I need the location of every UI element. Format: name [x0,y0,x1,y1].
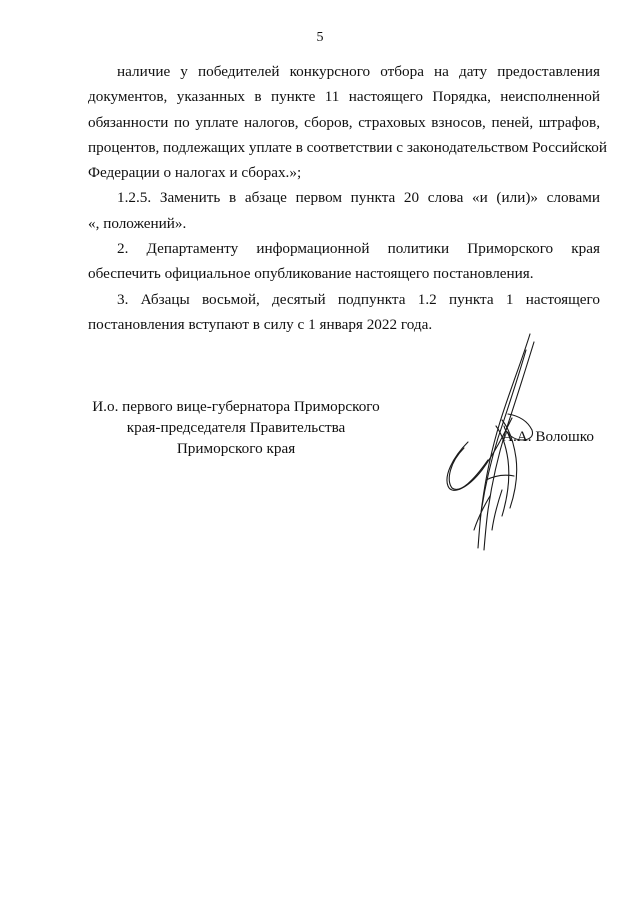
signer-name: А.А. Волошко [502,428,594,445]
paragraph-1-2-5 [88,185,600,236]
signer-position [80,396,392,459]
paragraph-item-2 [88,236,600,287]
text-line: процентов, подлежащих уплате в соответствии с законодательством Российской [88,138,608,156]
signer-position-line: И.о. первого вице-губернатора Приморского [92,398,380,415]
document-body [88,59,608,337]
text-line: Федерации о налогах и сборах.»; [88,164,302,182]
text-line: 1.2.5. Заменить в абзаце первом пункта 20 слова «и (или)» словами [117,189,600,207]
signer-position-line: края-председателя Правительства [126,419,346,436]
text-line: наличие у победителей конкурсного отбора на дату предоставления [117,63,600,80]
signer-position-line: Приморского края [176,440,296,457]
paragraph-continuation [88,59,608,185]
text-line: обязанности по уплате налогов, сборов, страховых взносов, пеней, штрафов, [88,113,600,131]
page-number: 5 [316,30,324,45]
text-line: 2. Департаменту информационной политики Приморского края [117,240,600,258]
text-line: 3. Абзацы восьмой, десятый подпункта 1.2 пункта 1 настоящего [117,290,600,308]
text-line: «, положений». [88,214,187,232]
text-line: документов, указанных в пункте 11 настоящего Порядка, неисполненной [88,88,600,106]
text-line: постановления вступают в силу с 1 января 2022 года. [88,315,433,333]
text-line: обеспечить официальное опубликование настоящего постановления. [88,265,534,283]
